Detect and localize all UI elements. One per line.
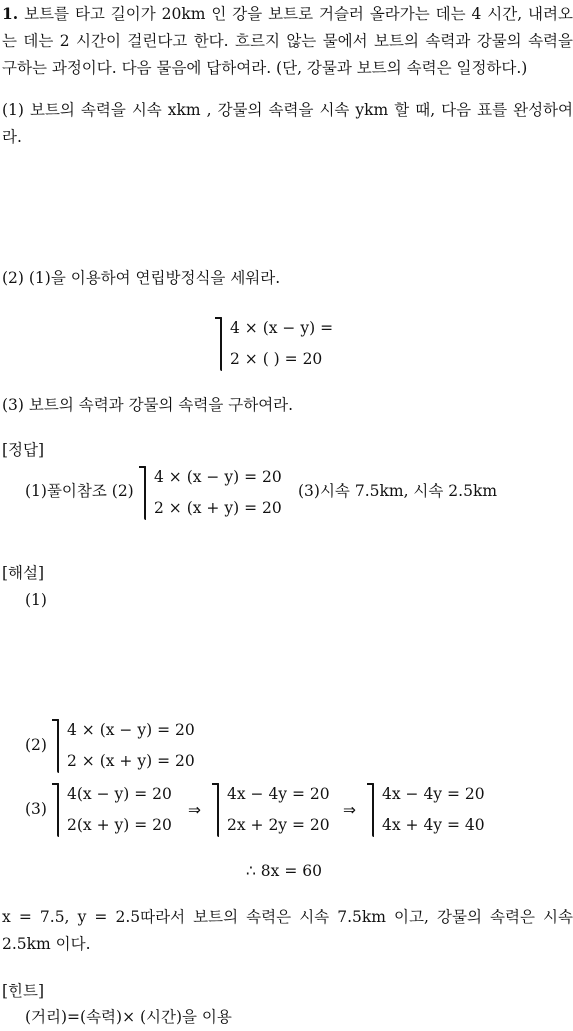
question-3: (3) 보트의 속력과 강물의 속력을 구하여라. (2, 396, 294, 414)
answer-part1: (1)풀이참조 (2) (25, 482, 134, 500)
explanation-system-3a (55, 781, 185, 841)
answer-header: [정답] (2, 441, 45, 459)
equation: 2 × ( ) = 20 (230, 350, 323, 368)
explanation-part3: (3) (25, 800, 47, 818)
explanation-system-3b (215, 781, 345, 841)
equation: 4(x − y) = 20 (67, 785, 172, 803)
brace (144, 466, 146, 520)
answer-system (142, 464, 292, 524)
question-2: (2) (1)을 이용하여 연립방정식을 세워라. (2, 269, 281, 287)
hint-header: [힌트] (2, 982, 45, 1000)
answer-part3: (3)시속 7.5km, 시속 2.5km (298, 482, 498, 500)
explanation-system-2 (55, 717, 205, 777)
explanation-part2: (2) (25, 736, 47, 754)
brace (57, 783, 59, 837)
equation: 4x − 4y = 20 (227, 785, 330, 803)
hint-text: (거리)=(속력)× (시간)을 이용 (25, 1008, 232, 1026)
equation: 2x + 2y = 20 (227, 816, 330, 834)
question-2-system (218, 315, 368, 375)
problem-intro (2, 0, 573, 82)
equation: 4 × (x − y) = 20 (154, 468, 282, 486)
equation: 4 × (x − y) = 20 (67, 721, 195, 739)
problem-number: 1. (2, 4, 19, 23)
equation: 2(x + y) = 20 (67, 816, 172, 834)
explanation-conclusion: x = 7.5, y = 2.5따라서 보트의 속력은 시속 7.5km 이고, 강물의 속력은 시속 2.5km 이다. (2, 908, 573, 953)
equation: 4x + 4y = 40 (382, 816, 485, 834)
brace (220, 317, 222, 371)
explanation-header: [해설] (2, 564, 45, 582)
brace (57, 719, 59, 773)
brace (217, 783, 219, 837)
brace (372, 783, 374, 837)
problem-intro-text: 보트를 타고 길이가 20km 인 강을 보트로 거슬러 올라가는 데는 4 시간, 내려오는 데는 2 시간이 걸린다고 한다. 흐르지 않는 물에서 보트의 속력과 강물의 속력을 구하는 과정이다. 다음 물음에 답하여라. (단, 강물과 보트의 속력은 일정하다.) (2, 5, 573, 77)
question-1: (1) 보트의 속력을 시속 xkm , 강물의 속력을 시속 ykm 할 때, 다음 표를 완성하여라. (2, 101, 573, 146)
implies-arrow: ⇒ (188, 801, 201, 819)
implies-arrow: ⇒ (343, 801, 356, 819)
equation: 4 × (x − y) = (230, 319, 334, 337)
equation: 2 × (x + y) = 20 (67, 752, 195, 770)
explanation-part1: (1) (25, 591, 47, 609)
equation: 4x − 4y = 20 (382, 785, 485, 803)
explanation-system-3c (370, 781, 500, 841)
equation: 2 × (x + y) = 20 (154, 499, 282, 517)
therefore-line: ∴ 8x = 60 (246, 862, 322, 880)
